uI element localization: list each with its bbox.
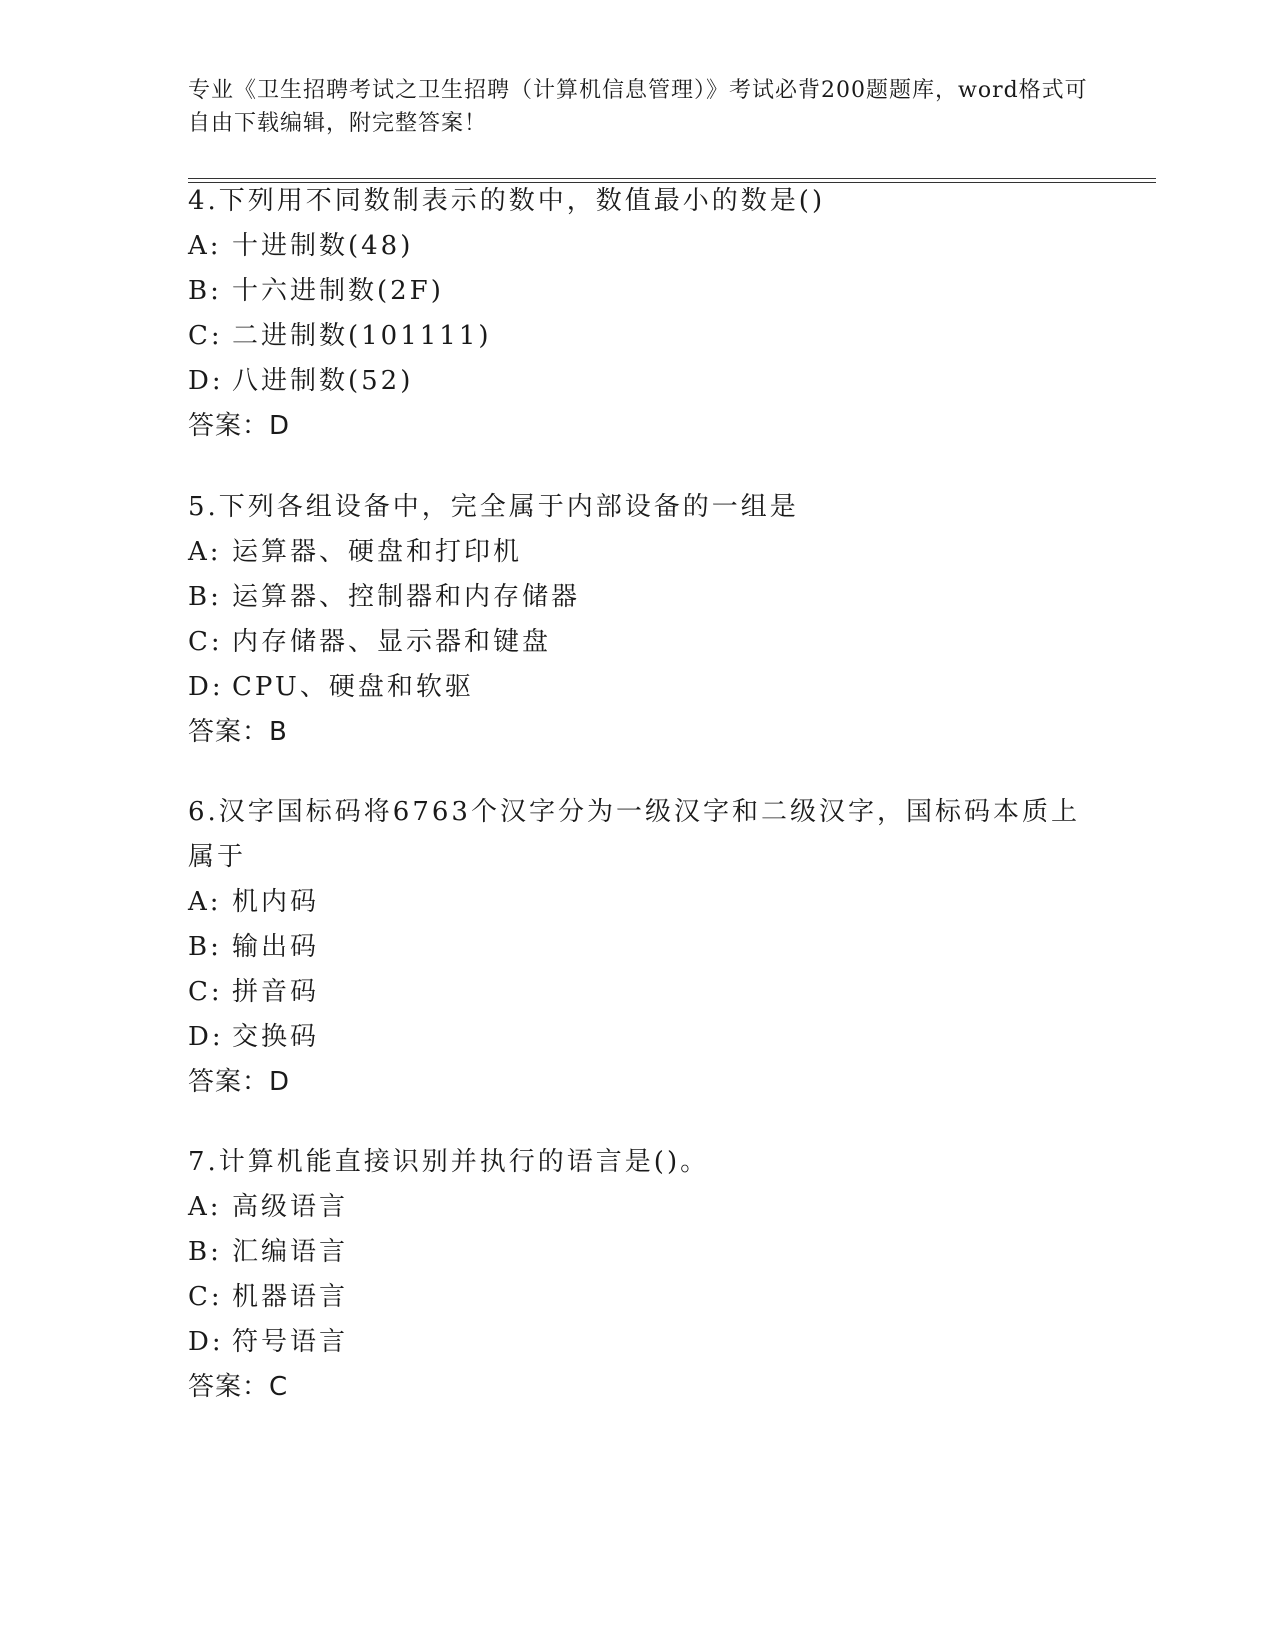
question-stem: 4.下列用不同数制表示的数中，数值最小的数是() <box>188 186 826 216</box>
option-a: A: 十进制数(48) <box>188 231 414 261</box>
document-header: 专业《卫生招聘考试之卫生招聘（计算机信息管理）》考试必背200题题库，word格式可自由下载编辑，附完整答案！ <box>188 78 1088 136</box>
answer-line: 答案：C <box>188 1372 289 1402</box>
option-c: C: 内存储器、显示器和键盘 <box>188 627 552 657</box>
question-stem: 6.汉字国标码将6763个汉字分为一级汉字和二级汉字，国标码本质上属于 <box>188 797 1080 872</box>
option-a: A: 运算器、硬盘和打印机 <box>188 537 523 567</box>
question-5 <box>188 485 1088 755</box>
answer-line: 答案：D <box>188 1067 291 1097</box>
option-d: D: 符号语言 <box>188 1327 349 1357</box>
option-b: B: 运算器、控制器和内存储器 <box>188 582 581 612</box>
option-b: B: 汇编语言 <box>188 1237 349 1267</box>
question-4 <box>188 179 1088 449</box>
question-6 <box>188 790 1088 1105</box>
option-b: B: 十六进制数(2F) <box>188 276 444 306</box>
option-a: A: 机内码 <box>188 887 320 917</box>
option-b: B: 输出码 <box>188 932 320 962</box>
option-a: A: 高级语言 <box>188 1192 349 1222</box>
option-c: C: 机器语言 <box>188 1282 349 1312</box>
option-d: D: 八进制数(52) <box>188 366 414 396</box>
question-7 <box>188 1140 1088 1410</box>
answer-line: 答案：B <box>188 717 288 747</box>
option-d: D: CPU、硬盘和软驱 <box>188 672 474 702</box>
question-stem: 5.下列各组设备中，完全属于内部设备的一组是 <box>188 492 799 522</box>
option-c: C: 拼音码 <box>188 977 320 1007</box>
question-stem: 7.计算机能直接识别并执行的语言是()。 <box>188 1147 710 1177</box>
answer-line: 答案：D <box>188 411 291 441</box>
option-d: D: 交换码 <box>188 1022 320 1052</box>
option-c: C: 二进制数(101111) <box>188 321 492 351</box>
